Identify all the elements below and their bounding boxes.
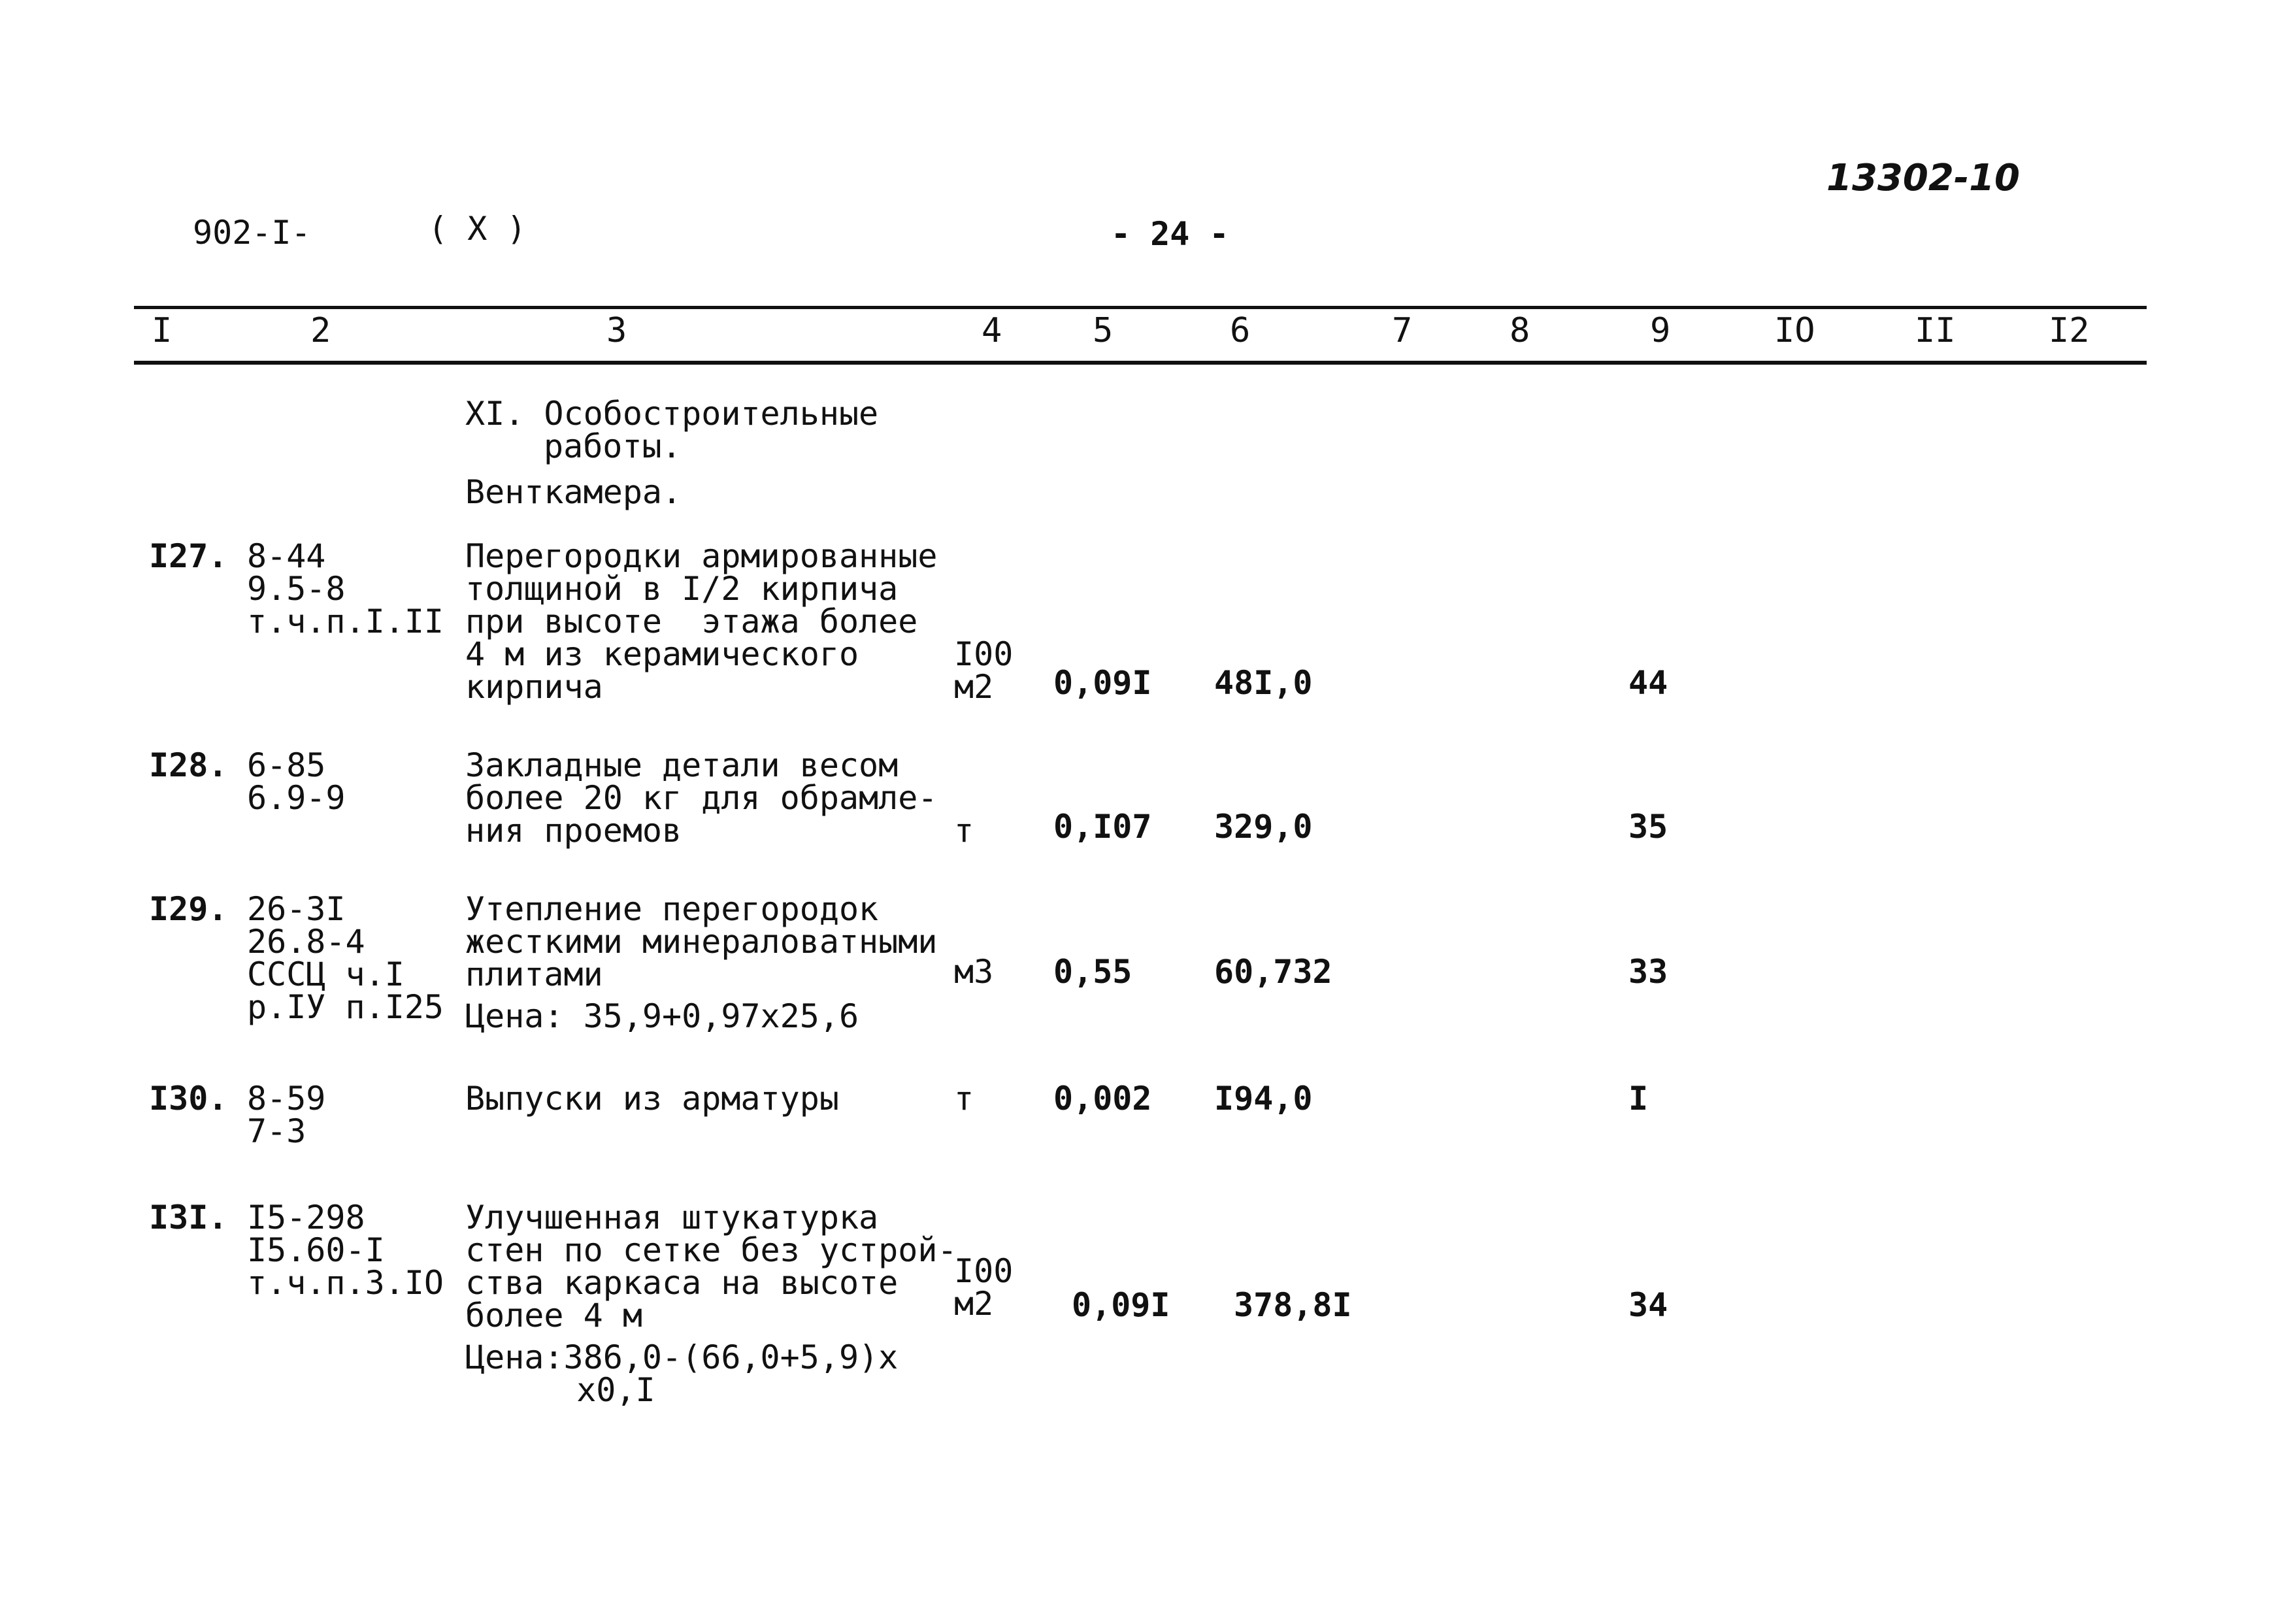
row-unit: т	[954, 812, 974, 850]
desc-line: плитами	[465, 955, 603, 993]
note-line: Цена:386,0-(66,0+5,9)х	[465, 1338, 899, 1376]
row-number: I30.	[149, 1080, 228, 1118]
code-line: 26-3I	[247, 890, 346, 928]
row-description	[465, 1201, 957, 1332]
row-quantity: 0,I07	[1053, 808, 1152, 846]
code-line: р.IУ п.I25	[247, 988, 444, 1026]
desc-line: кирпича	[465, 668, 603, 706]
desc-line: ства каркаса на высоте	[465, 1264, 899, 1302]
row-codes	[247, 890, 444, 1026]
row-price-note	[465, 1338, 899, 1409]
desc-line: при высоте этажа более	[465, 603, 918, 640]
desc-line: Перегородки армированные	[465, 537, 938, 575]
code-line: СССЦ ч.I	[247, 955, 405, 993]
code-line: 6-85	[247, 746, 326, 784]
code-line: 9.5-8	[247, 570, 346, 608]
row-description	[465, 537, 938, 706]
row-quantity: 0,55	[1053, 953, 1132, 991]
row-codes	[247, 1082, 325, 1148]
desc-line: Утепление перегородок	[465, 890, 879, 928]
header-top-rule	[134, 306, 2147, 309]
row-col9: I	[1628, 1080, 1649, 1118]
row-quantity: 0,09I	[1053, 664, 1152, 702]
row-col9: 33	[1628, 953, 1668, 991]
document-variant: ( X )	[428, 210, 527, 248]
col-header-12: I2	[2049, 311, 2090, 350]
row-description	[465, 890, 938, 993]
row-quantity: 0,002	[1053, 1080, 1152, 1118]
header-bottom-rule	[134, 361, 2147, 365]
col-header-3: 3	[606, 311, 627, 350]
row-col9: 35	[1628, 808, 1668, 846]
unit-line: I00	[954, 635, 1014, 673]
row-description	[465, 746, 938, 850]
desc-line: ния проемов	[465, 812, 682, 850]
row-price: I94,0	[1214, 1080, 1313, 1118]
archive-stamp: 13302-10	[1826, 157, 2020, 199]
row-description: Выпуски из арматуры	[465, 1080, 839, 1118]
row-number: I29.	[149, 890, 228, 928]
row-number: I27.	[149, 537, 228, 575]
row-price: 48I,0	[1214, 664, 1313, 702]
row-price: 60,732	[1214, 953, 1332, 991]
row-price: 329,0	[1214, 808, 1313, 846]
col-header-1: I	[152, 311, 173, 350]
col-header-10: IO	[1774, 311, 1815, 350]
code-line: 8-44	[247, 537, 326, 575]
col-header-6: 6	[1230, 311, 1251, 350]
row-unit	[954, 635, 1014, 706]
code-line: т.ч.п.3.IO	[247, 1264, 444, 1302]
desc-line: Закладные детали весом	[465, 746, 899, 784]
desc-line: толщиной в I/2 кирпича	[465, 570, 899, 608]
row-codes	[247, 537, 444, 640]
document-series: 902-I-	[193, 214, 311, 252]
col-header-5: 5	[1093, 311, 1114, 350]
col-header-9: 9	[1650, 311, 1671, 350]
col-header-4: 4	[982, 311, 1002, 350]
col-header-8: 8	[1510, 311, 1530, 350]
col-header-2: 2	[310, 311, 331, 350]
desc-line: 4 м из керамического	[465, 635, 859, 673]
code-line: 8-59	[247, 1080, 326, 1118]
row-price-note: Цена: 35,9+0,97х25,6	[465, 997, 859, 1035]
code-line: I5-298	[247, 1199, 365, 1236]
desc-line: более 4 м	[465, 1297, 642, 1334]
section-title-line: работы.	[544, 427, 682, 465]
unit-line: I00	[954, 1252, 1014, 1290]
col-header-7: 7	[1392, 311, 1413, 350]
section-subtitle: Венткамера.	[465, 473, 682, 511]
row-unit: м3	[954, 953, 994, 991]
row-number: I3I.	[149, 1199, 228, 1236]
row-col9: 44	[1628, 664, 1668, 702]
row-unit: т	[954, 1080, 974, 1118]
col-header-11: II	[1915, 311, 1956, 350]
row-codes	[247, 1199, 444, 1302]
desc-line: стен по сетке без устрой-	[465, 1231, 957, 1269]
row-price: 378,8I	[1234, 1286, 1352, 1324]
section-title	[465, 397, 878, 463]
unit-line: м2	[954, 668, 994, 706]
section-title-line: XI. Особостроительные	[465, 395, 879, 433]
code-line: I5.60-I	[247, 1231, 385, 1269]
code-line: 26.8-4	[247, 923, 365, 961]
note-line: х0,I	[537, 1371, 655, 1409]
desc-line: жесткими минераловатными	[465, 923, 938, 961]
row-quantity: 0,09I	[1072, 1286, 1170, 1324]
code-line: т.ч.п.I.II	[247, 603, 444, 640]
row-unit	[954, 1252, 1014, 1323]
row-number: I28.	[149, 746, 228, 784]
page-number: - 24 -	[1111, 215, 1229, 253]
code-line: 6.9-9	[247, 779, 346, 817]
desc-line: Улучшенная штукатурка	[465, 1199, 879, 1236]
row-col9: 34	[1628, 1286, 1668, 1324]
row-codes	[247, 746, 346, 817]
desc-line: более 20 кг для обрамле-	[465, 779, 938, 817]
code-line: 7-3	[247, 1112, 306, 1150]
unit-line: м2	[954, 1285, 994, 1323]
